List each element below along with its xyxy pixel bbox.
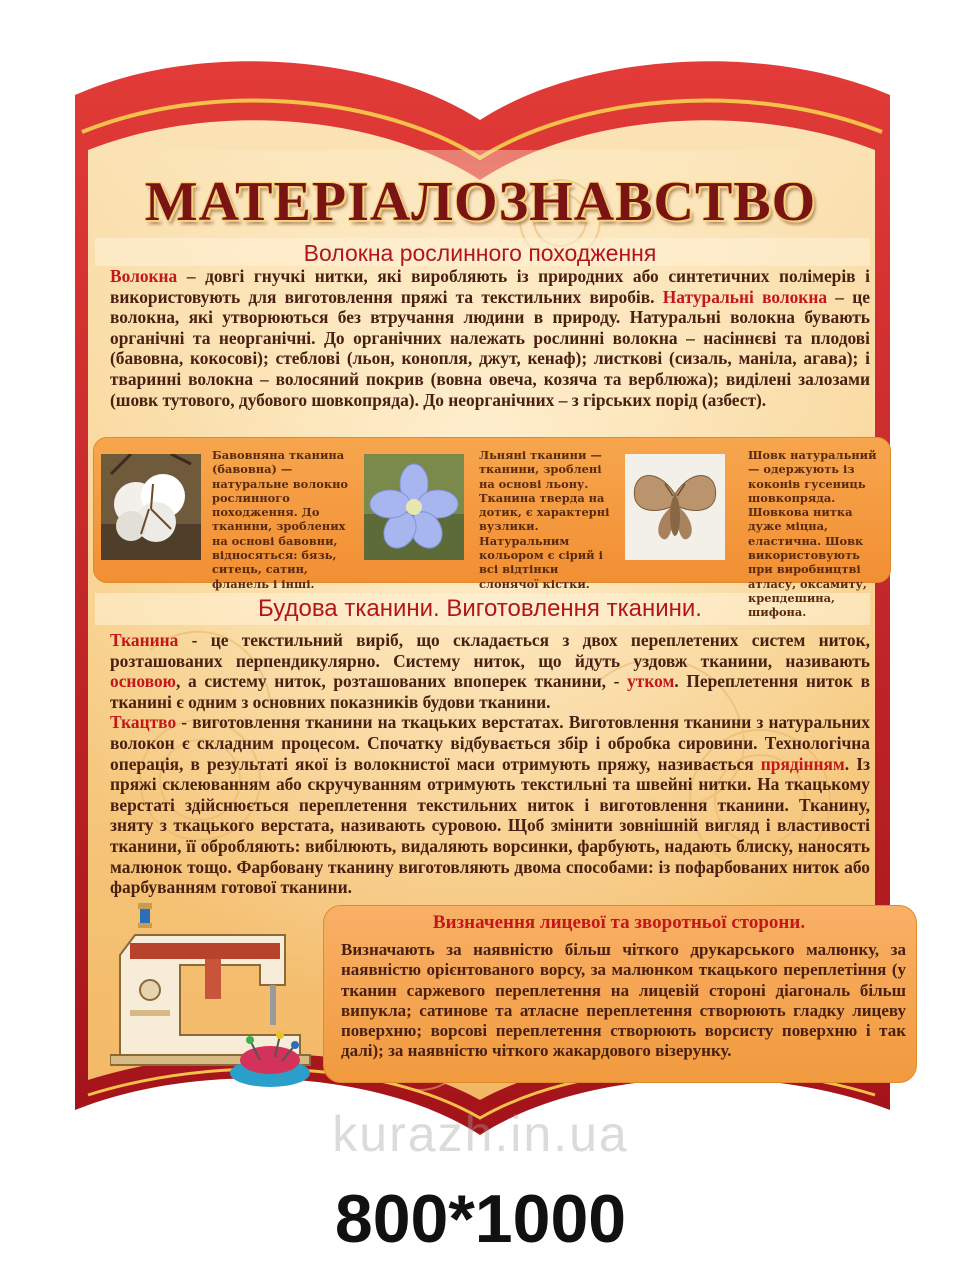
watermark: kurazh.in.ua	[332, 1106, 629, 1162]
cotton-boll-photo	[101, 454, 201, 560]
fibers-definition: – довгі гнучкі нитки, які виробляють із природних або синтетичних полімерів і використовують для виготовлення пряжі та текстильних виробів.	[110, 266, 870, 307]
section2-text	[110, 630, 870, 898]
fabric-definition-cont: , а систему ниток, розташованих впоперек тканини, -	[175, 671, 628, 692]
silk-caption: Шовк натуральний — одержують із коконів гусениць шовкопряда. Шовкова нитка дуже міцна, еластична. Шовк використовують при виробництві атласу, оксамиту, крепдешина, шифона.	[748, 448, 877, 620]
weaving-definition-end: . Із пряжі склеюванням або скручуванням отримують текстильні та швейні нитки. На ткацькому верстаті здійснюється переплетення текстильних ниток і виготовлення тканини. Тканину, зняту з ткацького верстата, називають суровою. Щоб змінити зовнішній вигляд і властивості тканини, її обробляють: вибілюють, видаляють ворсинки, фарбують, надають блиску, наносять малюнок тощо. Фарбовану тканину виготовляють двома способами: із пофарбованих ниток або фарбуванням готової тканини.	[110, 753, 870, 898]
fabric-definition-end: . Переплетення ниток в тканині є одним з основних показників будови тканини.	[110, 671, 870, 712]
section3-heading: Визначення лицевої та зворотньої сторони.	[432, 912, 806, 933]
natural-fibers-definition: – це волокна, які утворюються без втручання людини в природу. Натуральні волокна бувають органічні та неорганічні. До органічних належать рослинні волокна – насіннєві та плодові (бавовна, кокосові); стеблові (льон, конопля, джут, кенаф); листкові (сизаль, маніла, агава); і тваринні волокна – волосяний покрив (вовна овеча, козяча та верблюжа); виділені залозами (шовк тутового, дубового шовкопряда). До неорганічних – з гірських порід (азбест).	[110, 286, 870, 410]
term-warp: основою	[110, 671, 176, 692]
term-weaving: Ткацтво	[110, 712, 177, 733]
flax-flower-photo	[364, 454, 464, 560]
cotton-caption: Бавовняна тканина (бавовна) — натуральне волокно рослинного походження. До тканини, зроблених на основі бавовни, відносяться: бязь, ситець, сатин, фланель і інші.	[212, 448, 349, 591]
term-weft: утком	[627, 671, 675, 692]
term-fibers: Волокна	[110, 266, 178, 286]
term-fabric: Тканина	[110, 630, 179, 650]
fabric-definition: - це текстильний виріб, що складається з двох переплетених систем ниток, розташованих перпендикулярно. Систему ниток, що йдуть уздовж тканини, називають	[110, 630, 870, 671]
weaving-definition: - виготовлення тканини на ткацьких верстатах. Виготовлення тканини з натуральних волокон є складним процесом. Спочатку відбувається збір і обробка сировини. Технологічна операція, в результаті якої із волокнистої маси отримують пряжу, називається	[110, 712, 870, 774]
flax-caption: Льняні тканини — тканини, зроблені на основі льону. Тканина тверда на дотик, є характерні вузлики. Натуральним кольором є сірий і всі відтінки слонячої кістки.	[479, 448, 610, 591]
section2-heading: Будова тканини. Виготовлення тканини.	[258, 595, 702, 622]
term-natural-fibers: Натуральні волокна	[662, 286, 828, 307]
section3-text: Визначають за наявністю більш чіткого друкарського малюнку, за наявністю орієнтованого ворсу, за малюнком ткацького переплетіння (у тканин саржевого переплетення на лицевій стороні діагональ більш випукла; сатинове та атласне переплетення створюють гладку лицеву поверхню; ворсові переплетення створюють ворсисту поверхню і так далі); за наявністю чіткого жакардового візерунку.	[341, 940, 906, 1061]
silk-moth-photo	[625, 454, 725, 560]
section1-text	[110, 266, 870, 410]
poster-title: МАТЕРІАЛОЗНАВСТВО	[144, 171, 817, 233]
sewing-machine-icon	[110, 895, 320, 1095]
section1-heading: Волокна рослинного походження	[303, 240, 657, 266]
size-label: 800*1000	[334, 1181, 627, 1257]
term-spinning: прядінням	[760, 753, 845, 774]
